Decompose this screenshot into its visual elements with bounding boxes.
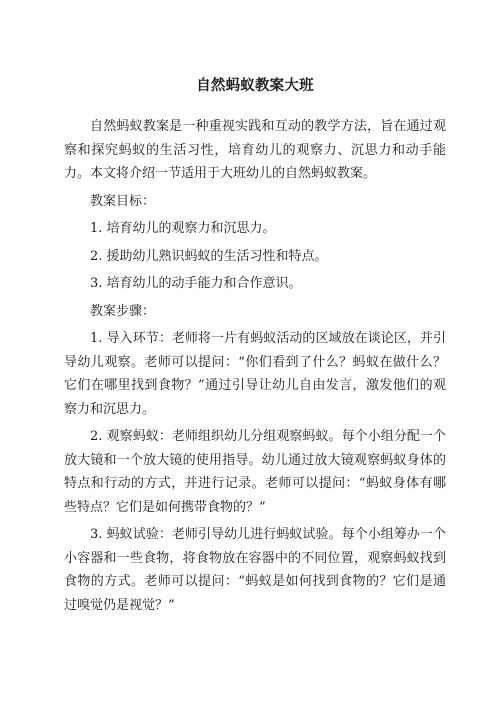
objective-item: 3. 培育幼儿的动手能力和合作意识。 bbox=[90, 276, 302, 291]
intro-paragraph: 自然蚂蚁教案是一种重视实践和互动的教学方法，旨在通过观察和探究蚂蚁的生活习性，培育幼儿的观察力、沉思力和动手能力。本文将介绍一节适用于大班幼儿的自然蚂蚁教案。 bbox=[64, 119, 446, 181]
document-title: 自然蚂蚁教案大班 bbox=[196, 77, 314, 94]
objective-item: 2. 援助幼儿熟识蚂蚁的生活习性和特点。 bbox=[90, 248, 328, 264]
steps-heading: 教案步骤： bbox=[90, 303, 156, 319]
objectives-heading: 教案目标： bbox=[90, 193, 156, 209]
step-item: 1. 导入环节：老师将一片有蚂蚁活动的区域放在谈论区，并引导幼儿观察。老师可以提问：“你们看到了什么？蚂蚁在做什么？它们在哪里找到食物？”通过引导让幼儿自由发言，激发他们的观察力和沉思力。 bbox=[64, 331, 446, 417]
objective-item: 1. 培育幼儿的观察力和沉思力。 bbox=[90, 221, 276, 236]
step-item: 2. 观察蚂蚁：老师组织幼儿分组观察蚂蚁。每个小组分配一个放大镜和一个放大镜的使用指导。幼儿通过放大镜观察蚂蚁身体的特点和行动的方式，并进行记录。老师可以提问：“蚂蚁身体有哪些特点？它们是如何携带食物的？” bbox=[64, 429, 446, 515]
step-item: 3. 蚂蚁试验：老师引导幼儿进行蚂蚁试验。每个小组筹办一个小容器和一些食物，将食物放在容器中的不同位置，观察蚂蚁找到食物的方式。老师可以提问：“蚂蚁是如何找到食物的？它们是通过嗅觉仍是视觉？” bbox=[64, 527, 446, 613]
